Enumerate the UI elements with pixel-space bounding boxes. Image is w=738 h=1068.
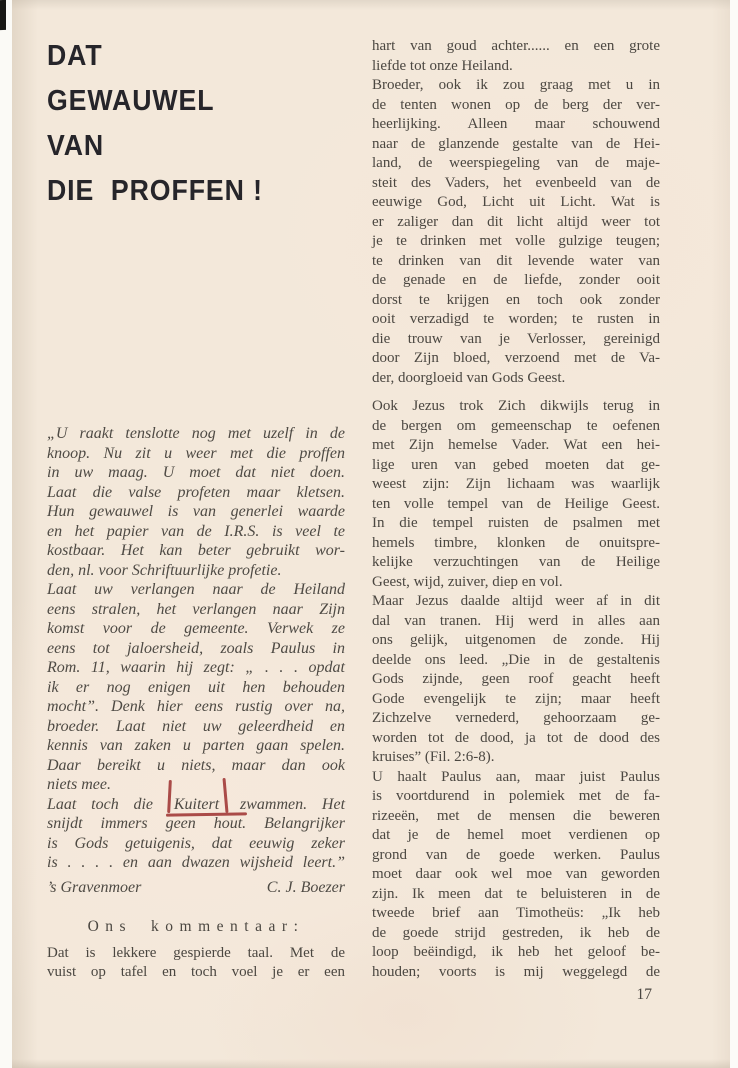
text-line: grond van de goede werken. Paulus — [372, 846, 660, 863]
text-line: broeder. Laat niet uw geleerdheid en — [47, 717, 345, 735]
text-line: eens tot jaloersheid, zoals Paulus in — [47, 639, 345, 657]
text-line: is . . . . en aan dwazen wijsheid leert.” — [47, 854, 345, 871]
text-line: heerlijking. Alleen maar schouwend — [372, 116, 660, 132]
signature-place: ’s Gravenmoer — [47, 878, 142, 896]
text-line: Rom. 11, waarin hij zegt: „ . . . opdat — [47, 659, 345, 676]
text-line: eeuwige God, Licht uit Licht. Wat is — [372, 194, 660, 210]
text-line: Zichzelve vernederd, gehoorzaam ge- — [372, 710, 660, 726]
text-line: zijn. Ik meen dat te beluisteren in de — [372, 885, 660, 902]
text-line: Laat die valse profeten maar kletsen. — [47, 483, 345, 501]
text-line: Gode evengelijk te zijn; maar heeft — [372, 690, 660, 707]
letter-signature — [47, 878, 345, 898]
text-line: vuist op tafel en toch voel je er een — [47, 964, 345, 980]
text-line: Maar Jezus daalde altijd weer af in dit — [372, 593, 660, 609]
text-line: weest zijn: Zijn lichaam was waarlijk — [372, 476, 660, 492]
text-line: Laat uw verlangen naar de Heiland — [47, 581, 345, 598]
article-title — [47, 0, 345, 214]
text-line: VAN — [47, 130, 105, 162]
text-line: niets mee. — [47, 776, 111, 793]
text-line: door Zijn bloed, verzoend met de Va- — [372, 350, 660, 366]
text-line: ik er nog enigen uit hen behouden — [47, 678, 345, 696]
right-paragraph-2 — [372, 76, 660, 388]
scan-edge-right — [730, 0, 738, 1068]
text-line: liefde tot onze Heiland. — [372, 57, 513, 74]
text-line: naar de glanzende gestalte van de Hei- — [372, 135, 660, 152]
text-line: houden; voorts is mij weggelegd de — [372, 963, 660, 980]
text-line: snijdt immers geen hout. Belangrijker — [47, 815, 345, 832]
text-line: In die tempel ruisten de psalmen met — [372, 515, 660, 531]
right-paragraph-5 — [372, 768, 660, 983]
text-line: en het papier van de I.R.S. is veel te — [47, 522, 345, 540]
text-line: kelijke verzuchtingen van de Heilige — [372, 554, 660, 570]
text-line: de bergen om gemeenschap te oefenen — [372, 417, 660, 434]
text-line: knoop. Nu zit u weer met die proffen — [47, 444, 345, 462]
text-line: de goede strijd gestreden, ik heb de — [372, 924, 660, 941]
text-line: Gods zijnde, geen roof geacht heeft — [372, 671, 660, 687]
text-line: Dat is lekkere gespierde taal. Met de — [47, 944, 345, 961]
text-line: die trouw van je Verlosser, gereinigd — [372, 330, 660, 347]
text-line: komst voor de gemeente. Verwek ze — [47, 620, 345, 637]
text-line: worden tot de dood, ja tot de dood des — [372, 729, 660, 746]
text-line: loop beëindigd, ik heb het geloof be- — [372, 944, 660, 960]
text-line: er zaliger dan dit licht altijd weer tot — [372, 213, 660, 230]
text-line: GEWAUWEL — [47, 85, 215, 117]
text-line: ooit verzadigd te worden; te rusten in — [372, 311, 660, 327]
quote-paragraph-2 — [47, 580, 345, 795]
commentary-text — [47, 944, 345, 983]
text-line: kostbaar. Het kan beter gebruikt wor- — [47, 542, 345, 559]
page-number: 17 — [636, 986, 652, 1003]
text-line: je te drinken met volle gulzige teugen; — [372, 233, 660, 249]
text-line: ons gelijk, uitgenomen de zonde. Hij — [372, 632, 660, 648]
text-line: DAT — [47, 40, 103, 72]
right-paragraph-3 — [372, 397, 660, 592]
red-pen-annotation — [168, 796, 225, 813]
text-line: in uw maag. U moet dat niet doen. — [47, 464, 345, 481]
text-line: is voortdurend in polemiek met de fa- — [372, 788, 660, 804]
quote-paragraph-1 — [47, 424, 345, 580]
text-line: dal van tranen. Hij werd in alles aan — [372, 612, 660, 629]
text-line: hart van goud achter...... en een grote — [372, 38, 660, 54]
text-line: rizeeën, met de mensen die beweren — [372, 807, 660, 824]
signature-author: C. J. Boezer — [266, 878, 345, 896]
text-line: Broeder, ook ik zou graag met u in — [372, 77, 660, 93]
annotated-line — [47, 795, 345, 815]
text-line: Geest, wijd, zuiver, diep en vol. — [372, 573, 563, 590]
text-line: ten volle tempel van de Heilige Geest. — [372, 495, 660, 512]
text-line: U haalt Paulus aan, maar juist Paulus — [372, 768, 660, 785]
text-line: „U raakt tenslotte nog met uzelf in de — [47, 425, 345, 442]
quote-paragraph-3-rest — [47, 814, 345, 873]
text-line: kruises” (Fil. 2:6-8). — [372, 749, 495, 765]
text-line: dat je de hemel moet verdienen op — [372, 827, 660, 843]
text-line: dorst te krijgen en toch ook zonder — [372, 291, 660, 308]
text-line: de genade en de liefde, zonder ooit — [372, 272, 660, 288]
reader-letter-quote — [47, 424, 345, 873]
right-paragraph-1 — [372, 37, 660, 76]
right-paragraph-4 — [372, 592, 660, 768]
annotated-line-post: zwammen. Het — [240, 795, 346, 813]
text-line: eens stralen, het verlangen naar Zijn — [47, 600, 345, 618]
text-line: Hun gewauwel is van generlei waarde — [47, 503, 345, 520]
annotated-word: Kuitert — [173, 795, 220, 813]
text-line: kennis van zaken u parten gaan spelen. — [47, 737, 345, 754]
scan-corner-mark — [0, 0, 6, 30]
text-line: is Gods getuigenis, dat eeuwig zeker — [47, 834, 345, 852]
left-column — [47, 0, 345, 983]
right-column — [372, 37, 660, 1005]
text-line: DIE PROFFEN ! — [47, 175, 263, 207]
text-line: tweede brief aan Timotheüs: „Ik heb — [372, 905, 660, 921]
text-line: mocht”. Denk hier eens rustig over na, — [47, 698, 345, 715]
text-line: Ook Jezus trok Zich dikwijls terug in — [372, 398, 660, 414]
text-line: met Zijn hemelse Vader. Wat een hei- — [372, 437, 660, 453]
text-line: de tenten wonen op de berg der ver- — [372, 96, 660, 113]
text-line: den, nl. voor Schriftuurlijke profetie. — [47, 561, 282, 579]
paper-background — [12, 0, 730, 1068]
text-line: steit des Vaders, het evenbeeld van de — [372, 174, 660, 191]
text-line: der, doorgloeid van Gods Geest. — [372, 369, 566, 386]
text-line: deelde ons leed. „Die in de gestaltenis — [372, 651, 660, 668]
text-line: te drinken van dit levende water van — [372, 252, 660, 269]
text-line: lige uren van gebed moeten dat ge- — [372, 456, 660, 473]
text-line: Daar bereikt u niets, maar dan ook — [47, 756, 345, 774]
annotated-line-pre: Laat toch die — [47, 795, 154, 813]
text-line: land, de weerspiegeling van de maje- — [372, 155, 660, 171]
text-line: hemels timbre, klonken de onuitspre- — [372, 534, 660, 551]
quote-paragraph-3 — [47, 795, 345, 873]
text-line: moet daar ook wel moe van geworden — [372, 866, 660, 882]
commentary-heading: Ons kommentaar: — [87, 918, 305, 935]
